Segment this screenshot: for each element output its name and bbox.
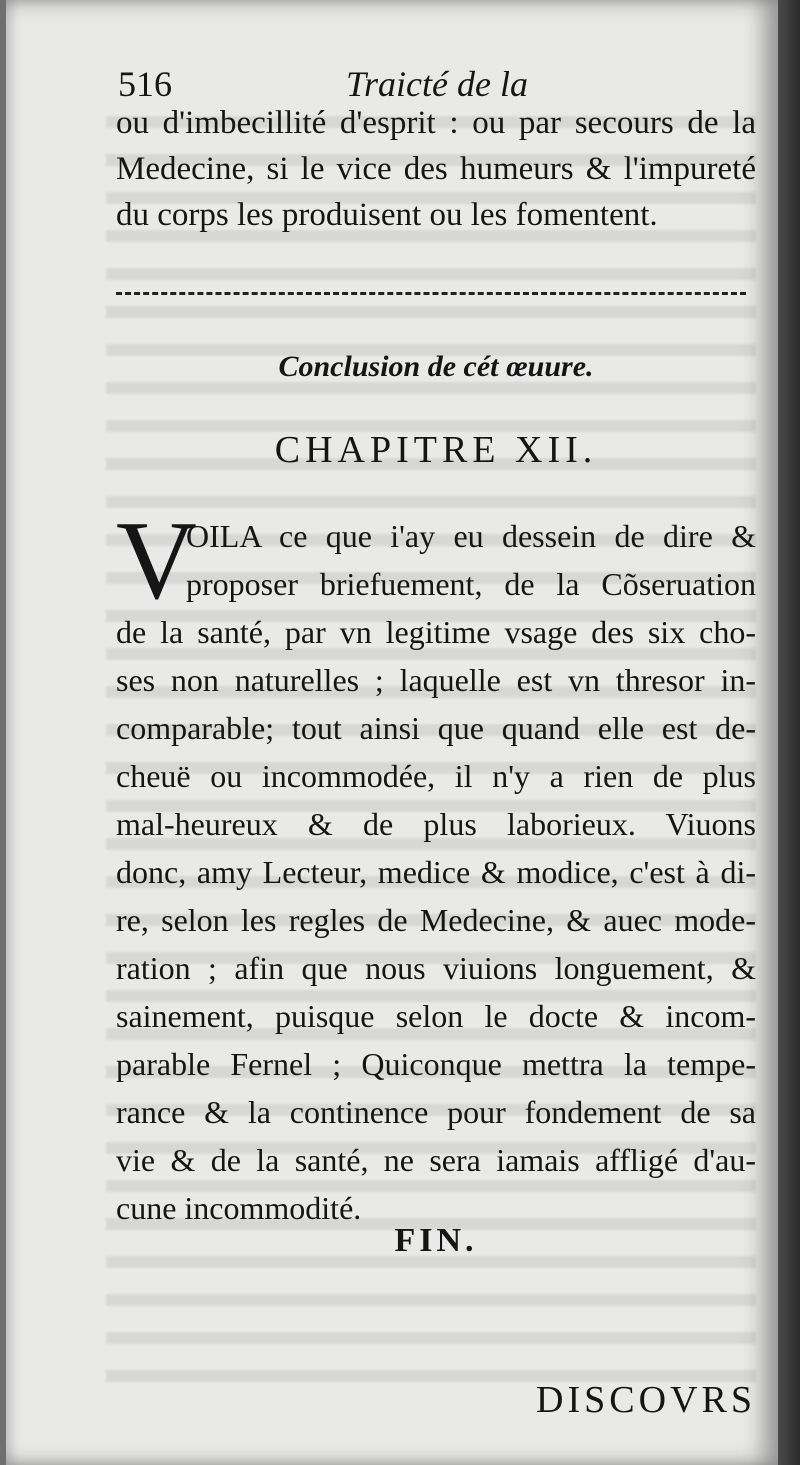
drop-cap: V <box>116 499 197 623</box>
text-line: donc, amy Lecteur, medice & modice, c'est à di- <box>116 854 756 890</box>
text-line: proposer briefuement, de la Cõseruation <box>186 566 756 602</box>
text-line: ou d'imbecillité d'esprit : ou par secours de la <box>116 105 756 141</box>
text-line: comparable; tout ainsi que quand elle est de- <box>116 710 756 746</box>
section-divider <box>116 292 746 295</box>
running-head: Traicté de la <box>346 64 528 104</box>
text-line: mal-heureux & de plus laborieux. Viuons <box>116 806 756 842</box>
text-line: re, selon les regles de Medecine, & auec mode- <box>116 902 756 938</box>
continued-text <box>116 100 756 238</box>
book-gutter-edge <box>778 0 800 1465</box>
text-line: OILA ce que i'ay eu dessein de dire & <box>186 518 756 554</box>
text-line: de la santé, par vn legitime vsage des six cho- <box>116 614 756 650</box>
conclusion-title: Conclusion de cét œuure. <box>278 350 594 383</box>
text-line: Medecine, si le vice des humeurs & l'impureté <box>116 151 756 187</box>
text-line: sainement, puisque selon le docte & incom- <box>116 998 756 1034</box>
book-page <box>6 0 778 1465</box>
text-line: du corps les produisent ou les fomentent. <box>116 197 658 233</box>
chapter-paragraph <box>116 499 756 1232</box>
fin-mark: FIN. <box>394 1222 478 1259</box>
page-number: 516 <box>118 64 172 104</box>
catchword: DISCOVRS <box>536 1379 756 1421</box>
text-line: vie & de la santé, ne sera iamais affligé d'au- <box>116 1142 756 1178</box>
page-header <box>116 55 756 105</box>
text-line: rance & la continence pour fondement de sa <box>116 1094 756 1130</box>
text-line: cheuë ou incommodée, il n'y a rien de plus <box>116 758 756 794</box>
text-line: ration ; afin que nous viuions longuement, & <box>116 950 756 986</box>
chapter-heading: CHAPITRE XII. <box>274 429 598 471</box>
text-line: parable Fernel ; Quiconque mettra la tempe- <box>116 1046 756 1082</box>
text-line: cune incommodité. <box>116 1190 362 1226</box>
text-line: ses non naturelles ; laquelle est vn thresor in- <box>116 662 756 698</box>
